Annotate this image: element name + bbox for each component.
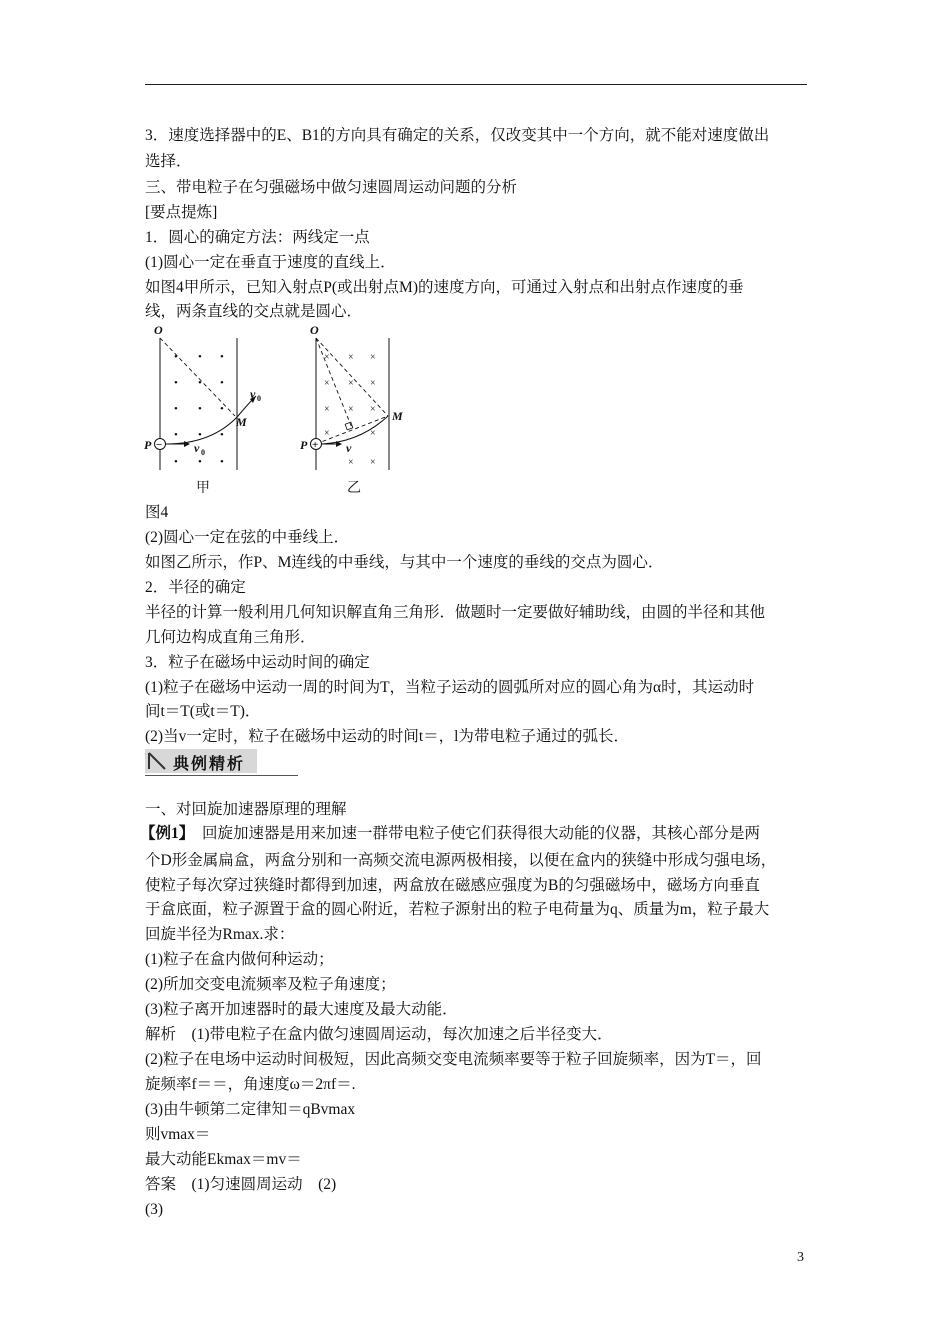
section-heading <box>145 749 298 779</box>
caption-jia: 甲 <box>196 481 210 496</box>
text-line: (3)粒子离开加速器时的最大速度及最大动能． <box>145 1001 458 1018</box>
text-line: 回旋半径为Rmax.求： <box>145 926 295 943</box>
field-dot: • <box>174 456 178 468</box>
text-line: [要点提炼] <box>145 204 218 221</box>
text-line: 旋频率f＝＝，角速度ω＝2πf＝. <box>145 1076 356 1093</box>
text-line: 如图4甲所示，已知入射点P(或出射点M)的速度方向，可通过入射点和出射点作速度的垂 <box>145 279 744 296</box>
text-line: 2．半径的确定 <box>145 579 246 596</box>
section-title: 典例精析 <box>173 754 246 773</box>
label-m-left: M <box>236 415 247 429</box>
field-cross: × <box>348 378 354 389</box>
text-line: 半径的计算一般利用几何知识解直角三角形．做题时一定要做好辅助线，由圆的半径和其他 <box>145 604 766 621</box>
caption-yi: 乙 <box>347 481 361 496</box>
label-v0-top-sub: 0 <box>257 394 261 403</box>
label-v-right: v <box>346 441 352 455</box>
example-text: 回旋加速器是用来加速一群带电粒子使它们获得很大动能的仪器，其核心部分是两 <box>186 825 761 842</box>
text-line: 解析 (1)带电粒子在盒内做匀速圆周运动，每次加速之后半径变大． <box>145 1026 613 1043</box>
field-cross: × <box>370 404 376 415</box>
text-line: 线，两条直线的交点就是圆心． <box>145 303 363 320</box>
label-o-right: O <box>310 323 319 337</box>
field-cross: × <box>370 428 376 439</box>
label-v0-bottom-sub: 0 <box>201 448 205 457</box>
text-line: (2)粒子在电场中运动时间极短，因此高频交变电流频率要等于粒子回旋频率，因为T＝，回 <box>145 1051 762 1068</box>
text-line: 个D形金属扁盒，两盒分别和一高频交流电源两极相接，以便在盒内的狭缝中形成匀强电场， <box>145 852 777 869</box>
section-slash-icon <box>146 750 168 772</box>
field-cross: × <box>370 457 376 468</box>
field-dot: • <box>198 377 202 389</box>
field-dot: • <box>198 456 202 468</box>
text-line: 间t＝T(或t＝T)． <box>145 703 261 720</box>
charge-plus: + <box>312 439 319 451</box>
field-dot: • <box>174 403 178 415</box>
figure-caption: 图4 <box>145 504 169 521</box>
text-line: 则vmax＝ <box>145 1126 211 1143</box>
text-line: 几何边构成直角三角形． <box>145 629 316 646</box>
text-line: (3) <box>145 1201 164 1218</box>
field-cross: × <box>324 378 330 389</box>
field-cross: × <box>324 404 330 415</box>
text-line: 1．圆心的确定方法：两线定一点 <box>145 229 370 246</box>
text-line: 如图乙所示，作P、M连线的中垂线，与其中一个速度的垂线的交点为圆心． <box>145 554 664 571</box>
field-dot: • <box>220 351 224 363</box>
field-cross: × <box>370 378 376 389</box>
field-cross: × <box>324 352 330 363</box>
label-p-right: P <box>300 438 308 452</box>
section-underline <box>145 775 298 776</box>
text-line: 于盒底面，粒子源置于盒的圆心附近，若粒子源射出的粒子电荷量为q、质量为m，粒子最大 <box>145 901 770 918</box>
charge-minus: − <box>156 439 163 451</box>
text-line: 答案 (1)匀速圆周运动 (2) <box>145 1176 337 1193</box>
figure-4 <box>140 320 403 498</box>
text-line: 3．粒子在磁场中运动时间的确定 <box>145 654 370 671</box>
field-cross: × <box>370 352 376 363</box>
field-dot: • <box>220 429 224 441</box>
field-cross: × <box>348 352 354 363</box>
text-line: (1)粒子在磁场中运动一周的时间为T，当粒子运动的圆弧所对应的圆心角为α时，其运动时 <box>145 679 755 696</box>
text-line: (2)圆心一定在弦的中垂线上． <box>145 529 350 546</box>
field-dot: • <box>220 403 224 415</box>
field-cross: × <box>348 404 354 415</box>
field-dot: • <box>198 403 202 415</box>
page-number: 3 <box>797 1250 804 1265</box>
field-dot: • <box>220 377 224 389</box>
example-line <box>140 824 760 844</box>
label-m-right: M <box>392 409 403 423</box>
label-v0-top: v <box>250 387 256 401</box>
text-line: (2)所加交变电流频率及粒子角速度； <box>145 976 396 993</box>
text-line: (1)圆心一定在垂直于速度的直线上． <box>145 254 396 271</box>
label-v0-bottom: v <box>194 441 200 455</box>
text-line: (2)当v一定时，粒子在磁场中运动的时间t＝，l为带电粒子通过的弧长． <box>145 728 629 745</box>
field-dot: • <box>174 377 178 389</box>
field-cross: × <box>324 428 330 439</box>
text-line: 一、对回旋加速器原理的理解 <box>145 801 347 818</box>
text-line: 最大动能Ekmax＝mv＝ <box>145 1151 302 1168</box>
field-dot: • <box>174 351 178 363</box>
example-tag: 【例1】 <box>140 825 187 842</box>
field-cross: × <box>348 457 354 468</box>
field-dot: • <box>198 351 202 363</box>
text-line: 3．速度选择器中的E、B1的方向具有确定的关系，仅改变其中一个方向，就不能对速度做出 <box>145 127 770 144</box>
label-p-left: P <box>144 438 152 452</box>
field-dot: • <box>174 429 178 441</box>
label-o-left: O <box>154 323 163 337</box>
text-line: (3)由牛顿第二定律知＝qBvmax <box>145 1101 356 1118</box>
field-dot: • <box>220 456 224 468</box>
field-dot: • <box>198 429 202 441</box>
text-line: (1)粒子在盒内做何种运动； <box>145 951 334 968</box>
text-line: 选择． <box>145 153 192 170</box>
text-line: 三、带电粒子在匀强磁场中做匀速圆周运动问题的分析 <box>145 179 518 196</box>
header-rule <box>145 84 807 85</box>
text-line: 使粒子每次穿过狭缝时都得到加速，两盒放在磁感应强度为B的匀强磁场中，磁场方向垂直 <box>145 877 760 894</box>
